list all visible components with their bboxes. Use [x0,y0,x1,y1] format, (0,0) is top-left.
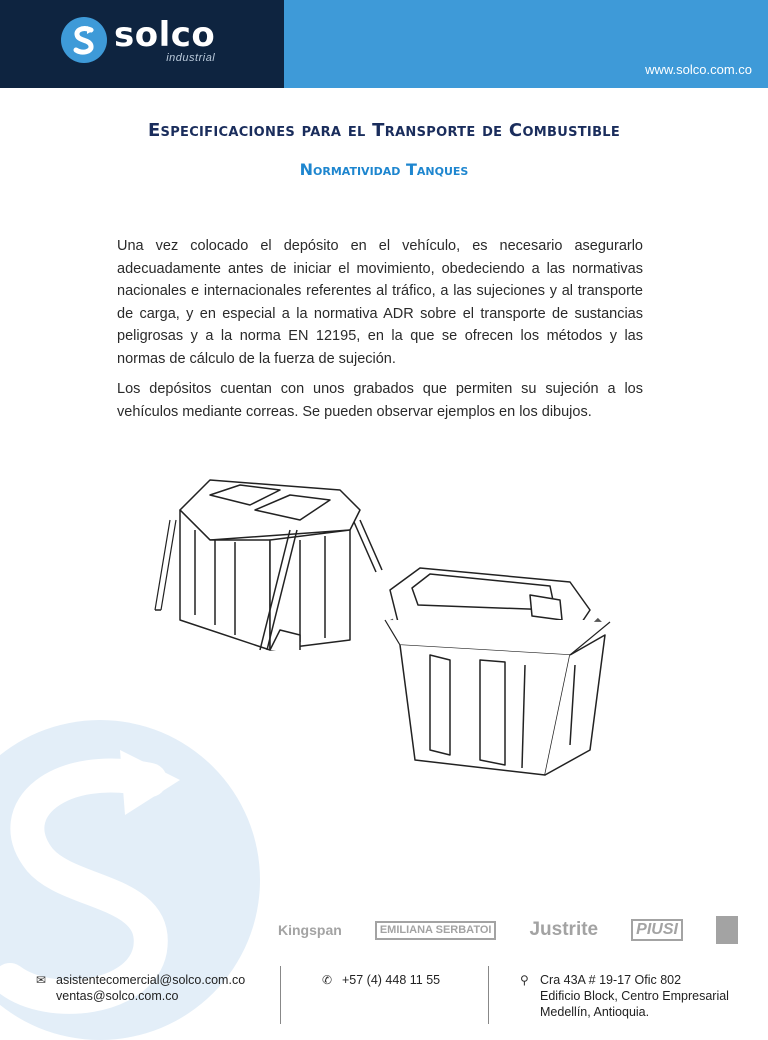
body-text [117,235,643,431]
footer-address [520,972,729,1020]
solco-logo-icon [60,16,108,64]
phone-number[interactable]: +57 (4) 448 11 55 [342,973,441,987]
address-line: Edificio Block, Centro Empresarial [540,989,729,1003]
brand-subtitle: industrial [166,52,216,64]
paragraph: Los depósitos cuentan con unos grabados que permiten su sujeción a los vehículos mediante correas. Se pueden observar ejemplos en los dibujos. [117,381,643,420]
email-link[interactable]: ventas@solco.com.co [56,989,179,1003]
brand-piusi: PIUSI [631,919,683,941]
footer-divider [280,966,281,1024]
footer-phone [322,972,440,988]
right-tank-drawing [385,568,610,775]
page-title: Especificaciones para el Transporte de Combustible [147,120,621,141]
left-tank-drawing [155,480,382,650]
footer [0,966,768,1024]
brand-justrite: Justrite [529,919,599,940]
brand-name: solco [114,15,216,55]
partner-brands [278,912,738,948]
footer-divider [488,966,489,1024]
website-link[interactable]: www.solco.com.co [645,62,752,77]
address-line: Medellín, Antioquia. [540,1005,650,1019]
page-subtitle: Normatividad Tanques [299,160,469,179]
brand-logo-icon [716,916,738,944]
phone-icon: ✆ [322,973,333,987]
solco-logo [60,16,215,72]
paragraph: Una vez colocado el depósito en el vehículo, es necesario asegurarlo adecuadamente antes de iniciar el movimiento, obedeciendo a las normativas nacionales e internacionales referentes al tráfico, a las sujeciones y al transporte de carga, y en especial a la normativa ADR sobre el transporte de sustancias peligrosas y a la norma EN 12195, en la que se ofrecen los métodos y las normas de cálculo de la fuerza de sujeción. [117,238,643,367]
location-pin-icon: ⚲ [520,973,529,987]
envelope-icon: ✉ [36,973,47,987]
email-link[interactable]: asistentecomercial@solco.com.co [56,973,246,987]
brand-kingspan: Kingspan [278,922,342,938]
brand-emiliana: EMILIANA SERBATOI [375,921,497,940]
address-line: Cra 43A # 19-17 Ofic 802 [540,973,682,987]
footer-emails [36,972,245,1004]
